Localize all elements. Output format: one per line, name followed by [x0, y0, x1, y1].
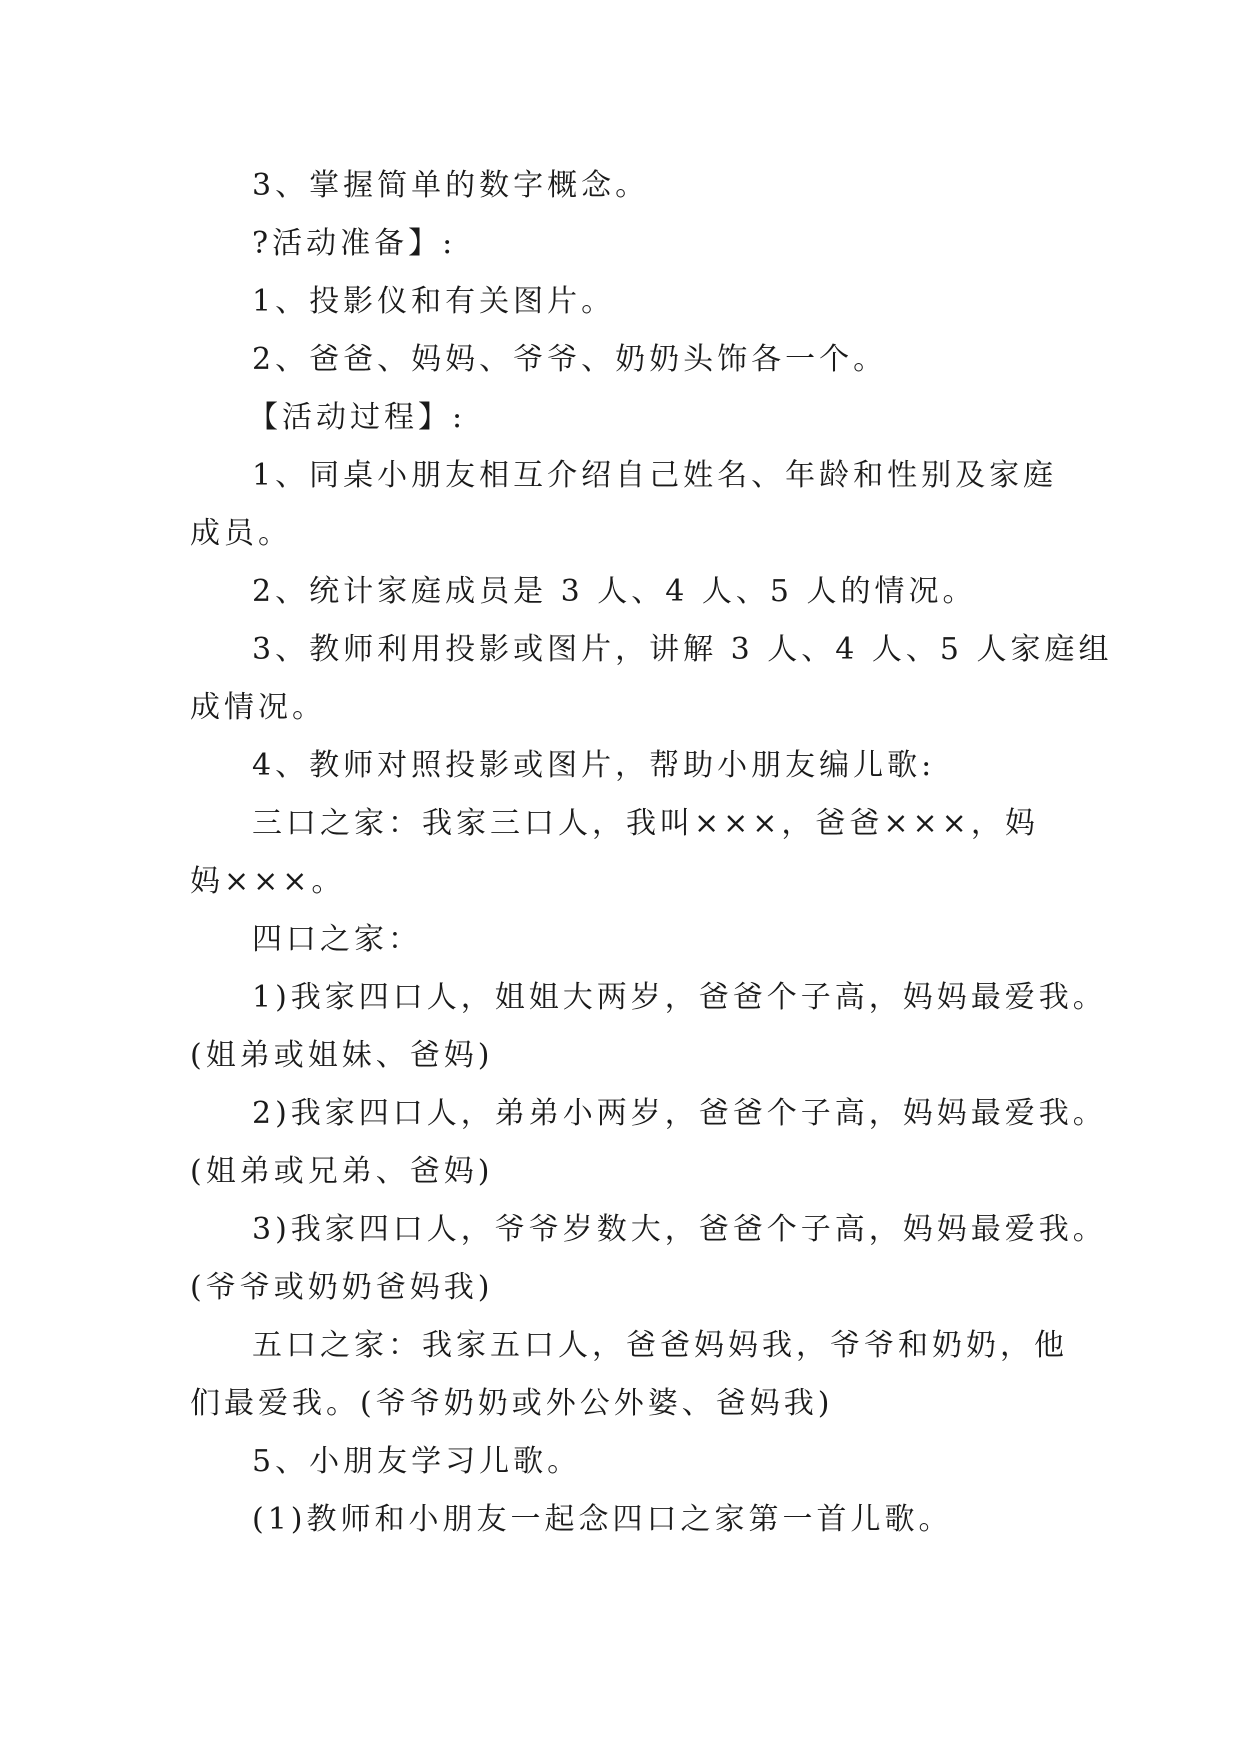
text-line: 2、统计家庭成员是 3 人、4 人、5 人的情况。: [252, 574, 977, 609]
section-heading-process: 【活动过程】:: [248, 400, 467, 435]
text-line: 3)我家四口人，爷爷岁数大，爸爸个子高，妈妈最爱我。: [252, 1212, 1107, 1247]
section-heading-preparation: ?活动准备】:: [252, 226, 457, 261]
text-line: 妈×××。: [190, 864, 346, 899]
text-line: 2、爸爸、妈妈、爷爷、奶奶头饰各一个。: [252, 342, 888, 377]
text-line: 2)我家四口人，弟弟小两岁，爸爸个子高，妈妈最爱我。: [252, 1096, 1107, 1131]
text-line: 四口之家：: [252, 922, 422, 957]
text-line: 3、教师利用投影或图片，讲解 3 人、4 人、5 人家庭组: [252, 632, 1113, 667]
text-line: (姐弟或姐妹、爸妈): [190, 1038, 494, 1073]
text-line: (1)教师和小朋友一起念四口之家第一首儿歌。: [252, 1502, 953, 1537]
text-line: (爷爷或奶奶爸妈我): [190, 1270, 494, 1305]
text-line: 3、掌握简单的数字概念。: [252, 168, 650, 203]
text-line: 成员。: [190, 516, 292, 551]
text-line: 1)我家四口人，姐姐大两岁，爸爸个子高，妈妈最爱我。: [252, 980, 1107, 1015]
text-line: (姐弟或兄弟、爸妈): [190, 1154, 494, 1189]
text-line: 成情况。: [190, 690, 326, 725]
text-line: 5、小朋友学习儿歌。: [252, 1444, 582, 1479]
text-line: 1、同桌小朋友相互介绍自己姓名、年龄和性别及家庭: [252, 458, 1058, 493]
text-line: 五口之家：我家五口人，爸爸妈妈我，爷爷和奶奶，他: [252, 1328, 1068, 1363]
text-line: 4、教师对照投影或图片，帮助小朋友编儿歌:: [252, 748, 936, 783]
text-line: 1、投影仪和有关图片。: [252, 284, 616, 319]
text-line: 们最爱我。(爷爷奶奶或外公外婆、爸妈我): [190, 1386, 834, 1421]
text-line: 三口之家：我家三口人，我叫×××，爸爸×××，妈: [252, 806, 1039, 841]
